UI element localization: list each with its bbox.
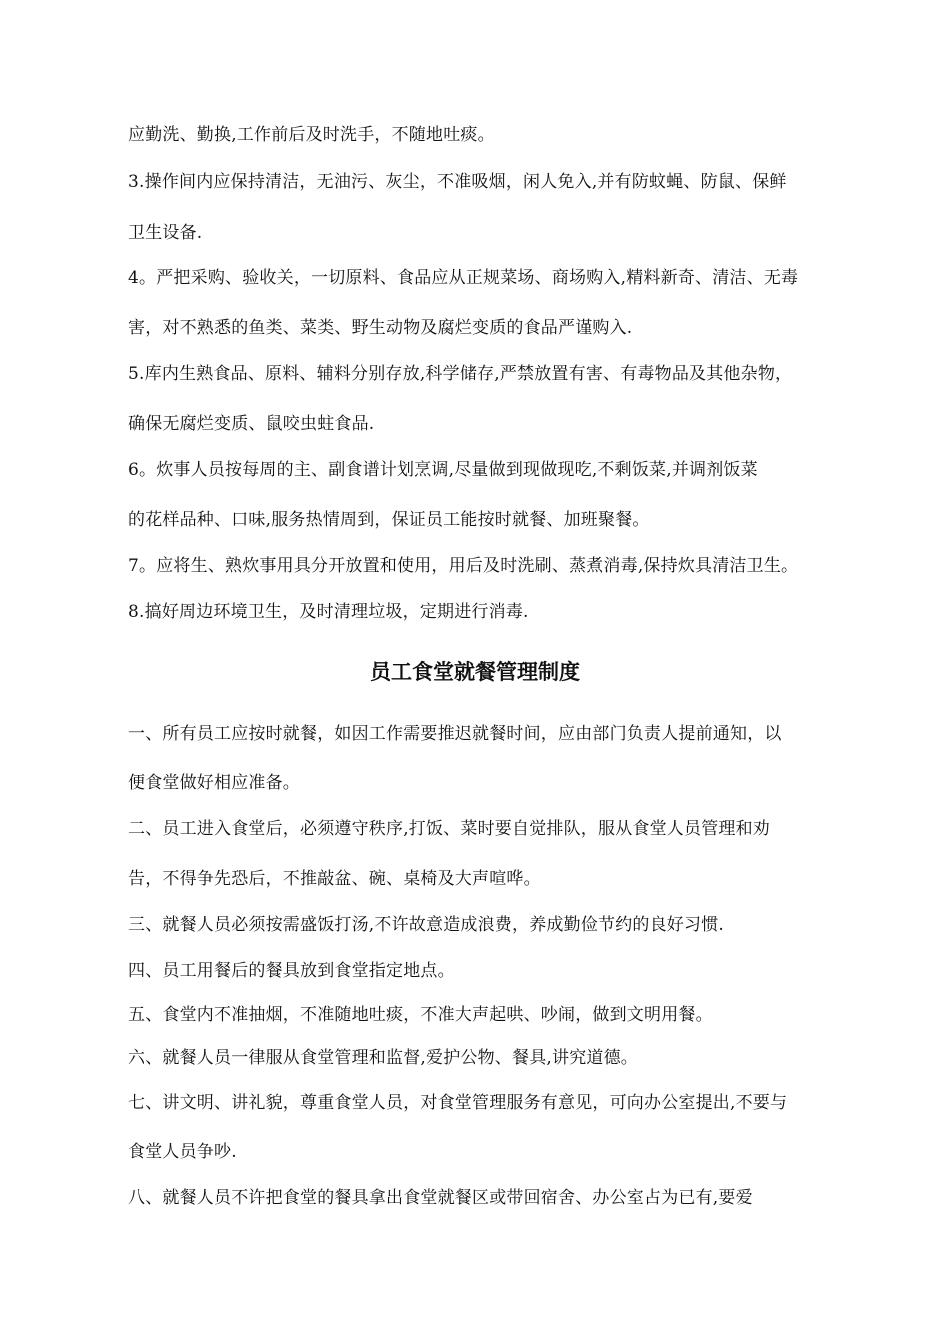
paragraph-line: 3.操作间内应保持清洁，无油污、灰尘，不准吸烟，闲人免入,并有防蚊蝇、防鼠、保鲜 <box>128 172 787 192</box>
paragraph-line: 七、讲文明、讲礼貌，尊重食堂人员，对食堂管理服务有意见，可向办公室提出,不要与 <box>128 1093 788 1113</box>
paragraph-line: 三、就餐人员必须按需盛饭打汤,不许故意造成浪费，养成勤俭节约的良好习惯. <box>128 915 725 935</box>
paragraph-line: 8.搞好周边环境卫生，及时清理垃圾，定期进行消毒. <box>128 602 529 622</box>
paragraph-line: 5.库内生熟食品、原料、辅料分别存放,科学储存,严禁放置有害、有毒物品及其他杂物， <box>128 364 793 384</box>
paragraph-line: 五、食堂内不准抽烟，不准随地吐痰，不准大声起哄、吵闹，做到文明用餐。 <box>128 1005 713 1025</box>
section-title: 员工食堂就餐管理制度 <box>370 660 580 684</box>
paragraph-line: 应勤洗、勤换,工作前后及时洗手，不随地吐痰。 <box>128 125 495 145</box>
paragraph-line: 卫生设备. <box>128 223 203 243</box>
paragraph-line: 害，对不熟悉的鱼类、菜类、野生动物及腐烂变质的食品严谨购入. <box>128 318 633 338</box>
paragraph-line: 6。炊事人员按每周的主、副食谱计划烹调,尽量做到现做现吃,不剩饭菜,并调剂饭菜 <box>128 460 758 480</box>
paragraph-line: 7。应将生、熟炊事用具分开放置和使用，用后及时洗刷、蒸煮消毒,保持炊具清洁卫生。 <box>128 556 799 576</box>
paragraph-line: 4。严把采购、验收关，一切原料、食品应从正规菜场、商场购入,精料新奇、清洁、无毒 <box>128 268 799 288</box>
paragraph-line: 四、员工用餐后的餐具放到食堂指定地点。 <box>128 961 455 981</box>
paragraph-line: 确保无腐烂变质、鼠咬虫蛀食品. <box>128 414 375 434</box>
paragraph-line: 食堂人员争吵. <box>128 1142 237 1162</box>
paragraph-line: 告，不得争先恐后，不推敲盆、碗、桌椅及大声喧哗。 <box>128 869 541 889</box>
paragraph-line: 二、员工进入食堂后，必须遵守秩序,打饭、菜时要自觉排队，服从食堂人员管理和劝 <box>128 819 771 839</box>
paragraph-line: 便食堂做好相应准备。 <box>128 773 300 793</box>
paragraph-line: 的花样品种、口味,服务热情周到，保证员工能按时就餐、加班聚餐。 <box>128 510 650 530</box>
paragraph-line: 八、就餐人员不许把食堂的餐具拿出食堂就餐区或带回宿舍、办公室占为已有,要爱 <box>128 1188 753 1208</box>
paragraph-line: 六、就餐人员一律服从食堂管理和监督,爱护公物、餐具,讲究道德。 <box>128 1048 639 1068</box>
paragraph-line: 一、所有员工应按时就餐，如因工作需要推迟就餐时间，应由部门负责人提前通知，以 <box>128 724 782 744</box>
